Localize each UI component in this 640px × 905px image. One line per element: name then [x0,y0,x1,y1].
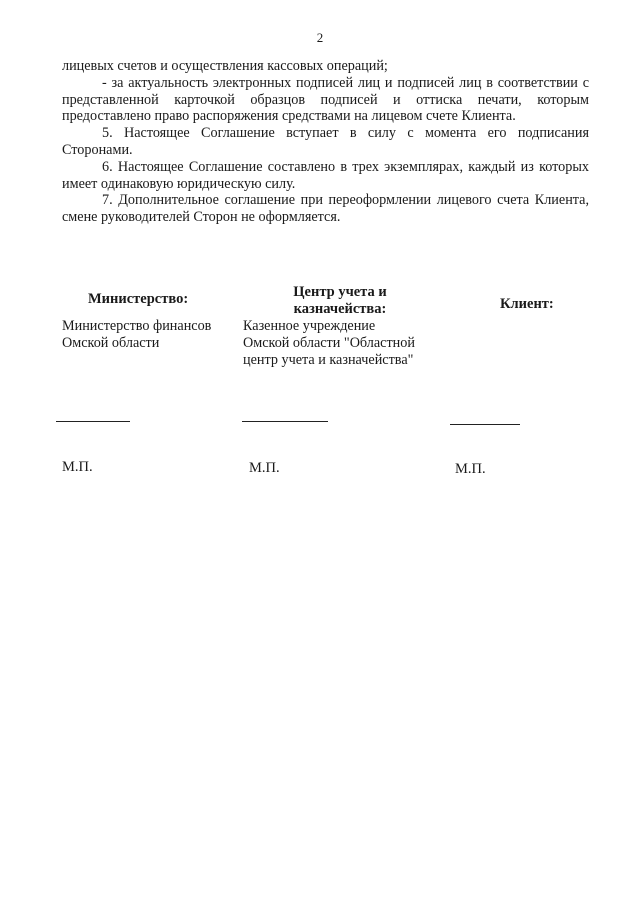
paragraph-signatures-responsibility: - за актуальность электронных подписей лиц и подписей лиц в соответствии с представленной карточкой образцов подписей и оттиска печати, которым предоставлено право распоряжения средствами на лицевом счете Клиента. [62,74,589,125]
ministry-stamp-label: М.П. [62,459,93,475]
ministry-name-line1: Министерство финансов [62,318,212,334]
ministry-heading: Министерство: [88,291,189,307]
center-stamp-label: М.П. [249,460,280,476]
page-number: 2 [316,30,324,45]
center-heading-line2: казначейства: [293,301,387,317]
center-heading-line1: Центр учета и [293,284,387,300]
center-heading [261,284,419,318]
paragraph-5-effective-date: 5. Настоящее Соглашение вступает в силу с момента его подписания Сторонами. [62,125,589,158]
paragraph-7-reissue: 7. Дополнительное соглашение при переоформлении лицевого счета Клиента, смене руководителей Сторон не оформляется. [62,192,589,226]
agreement-body [62,58,589,226]
paragraph-continuation: лицевых счетов и осуществления кассовых операций; [62,58,388,74]
center-name-line1: Казенное учреждение [243,318,376,334]
ministry-name-line2: Омской области [62,335,160,351]
client-stamp-label: М.П. [455,461,486,477]
center-name-line3: центр учета и казначейства" [243,352,414,368]
paragraph-6-copies: 6. Настоящее Соглашение составлено в трех экземплярах, каждый из которых имеет одинаковую юридическую силу. [62,158,589,192]
client-heading: Клиент: [500,296,554,312]
center-name [243,318,415,369]
center-signature-line [242,421,328,422]
ministry-signature-line [56,421,130,422]
client-signature-line [450,424,520,425]
ministry-name [62,318,211,352]
center-name-line2: Омской области "Областной [243,335,415,351]
